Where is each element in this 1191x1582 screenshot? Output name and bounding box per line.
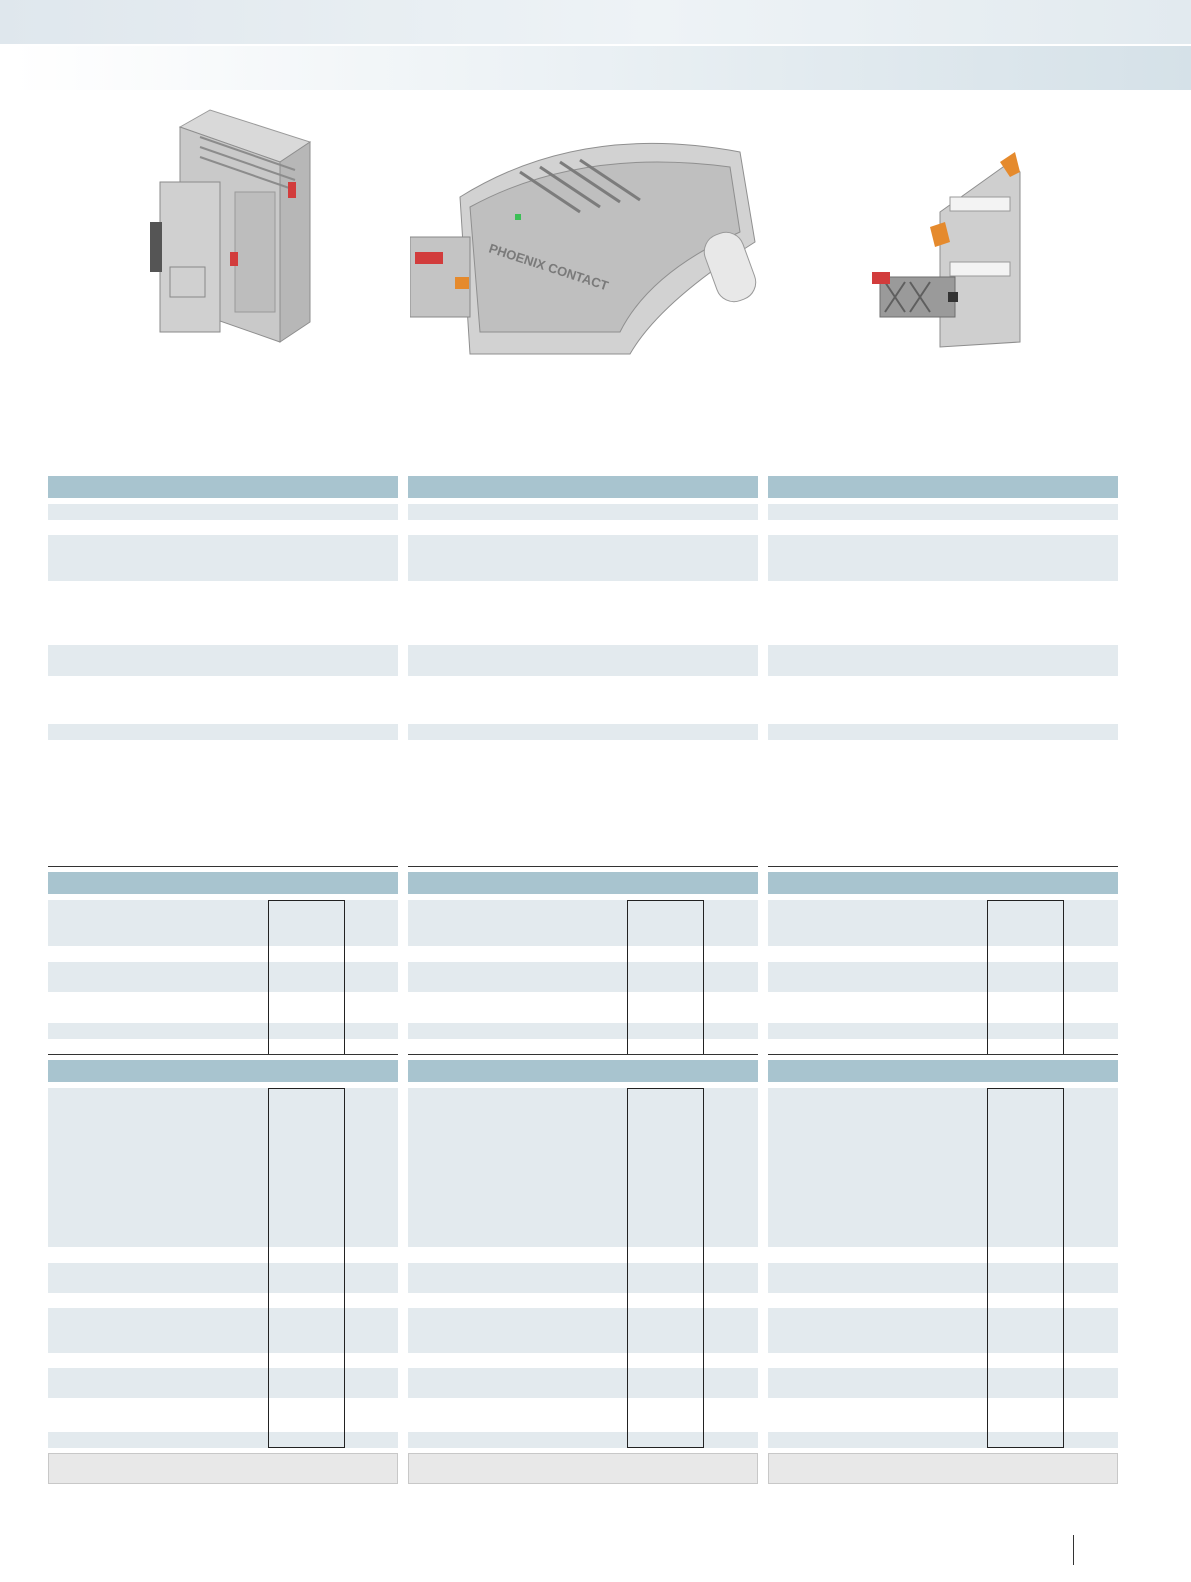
header-sub-band <box>12 46 1191 90</box>
table-row <box>768 504 1118 520</box>
table-header-bar <box>408 872 758 894</box>
order-number-column <box>987 900 1064 1055</box>
table-row <box>48 962 398 992</box>
table-row <box>768 1432 1118 1448</box>
table-footer-row <box>408 1453 758 1484</box>
table-row <box>408 1308 758 1353</box>
table-row <box>408 504 758 520</box>
table-header-bar <box>408 1060 758 1082</box>
terminal-block-module-icon <box>60 92 380 362</box>
order-number-column <box>627 900 704 1055</box>
header-top-band <box>0 0 1191 44</box>
table-row <box>48 645 398 676</box>
table-row <box>48 1368 398 1398</box>
table-row <box>408 724 758 740</box>
table-row <box>768 1368 1118 1398</box>
table-row <box>48 1263 398 1293</box>
table-row <box>48 504 398 520</box>
din-rail-terminal-carrier-icon <box>860 92 1060 362</box>
table-row <box>408 1263 758 1293</box>
order-number-column <box>268 900 345 1055</box>
table-row <box>408 900 758 946</box>
table-row <box>408 535 758 581</box>
table-row <box>48 900 398 946</box>
table-header-bar <box>768 1060 1118 1082</box>
table-header-bar <box>408 476 758 498</box>
table-row <box>768 1088 1118 1247</box>
table-divider <box>48 1054 398 1055</box>
table-top-rule <box>408 866 758 867</box>
table-row <box>408 1023 758 1039</box>
table-row <box>48 1023 398 1039</box>
table-row <box>48 1308 398 1353</box>
curved-pcb-connector-housing-icon <box>410 92 760 362</box>
table-header-bar <box>768 872 1118 894</box>
table-row <box>408 1432 758 1448</box>
table-top-rule <box>768 866 1118 867</box>
brand-logo-text: PHOENIX CONTACT <box>487 240 611 294</box>
table-divider <box>408 1054 758 1055</box>
table-row <box>408 1088 758 1247</box>
table-top-rule <box>48 866 398 867</box>
table-row <box>48 1088 398 1247</box>
table-header-bar <box>48 1060 398 1082</box>
table-header-bar <box>48 872 398 894</box>
table-row <box>768 962 1118 992</box>
table-row <box>768 1023 1118 1039</box>
table-row <box>48 1432 398 1448</box>
table-row <box>768 535 1118 581</box>
table-row <box>408 645 758 676</box>
page-number-separator <box>1073 1535 1074 1565</box>
order-number-column <box>987 1088 1064 1448</box>
table-row <box>48 724 398 740</box>
table-row <box>48 535 398 581</box>
order-number-column <box>627 1088 704 1448</box>
table-footer-row <box>48 1453 398 1484</box>
order-number-column <box>268 1088 345 1448</box>
product-image-left <box>60 92 380 362</box>
table-row <box>768 645 1118 676</box>
product-image-center <box>410 92 760 362</box>
table-row <box>768 724 1118 740</box>
table-divider <box>768 1054 1118 1055</box>
table-row <box>768 1263 1118 1293</box>
table-row <box>408 962 758 992</box>
table-row <box>408 1368 758 1398</box>
product-image-right <box>860 92 1060 362</box>
table-header-bar <box>768 476 1118 498</box>
table-row <box>768 1308 1118 1353</box>
table-row <box>768 900 1118 946</box>
table-footer-row <box>768 1453 1118 1484</box>
table-header-bar <box>48 476 398 498</box>
